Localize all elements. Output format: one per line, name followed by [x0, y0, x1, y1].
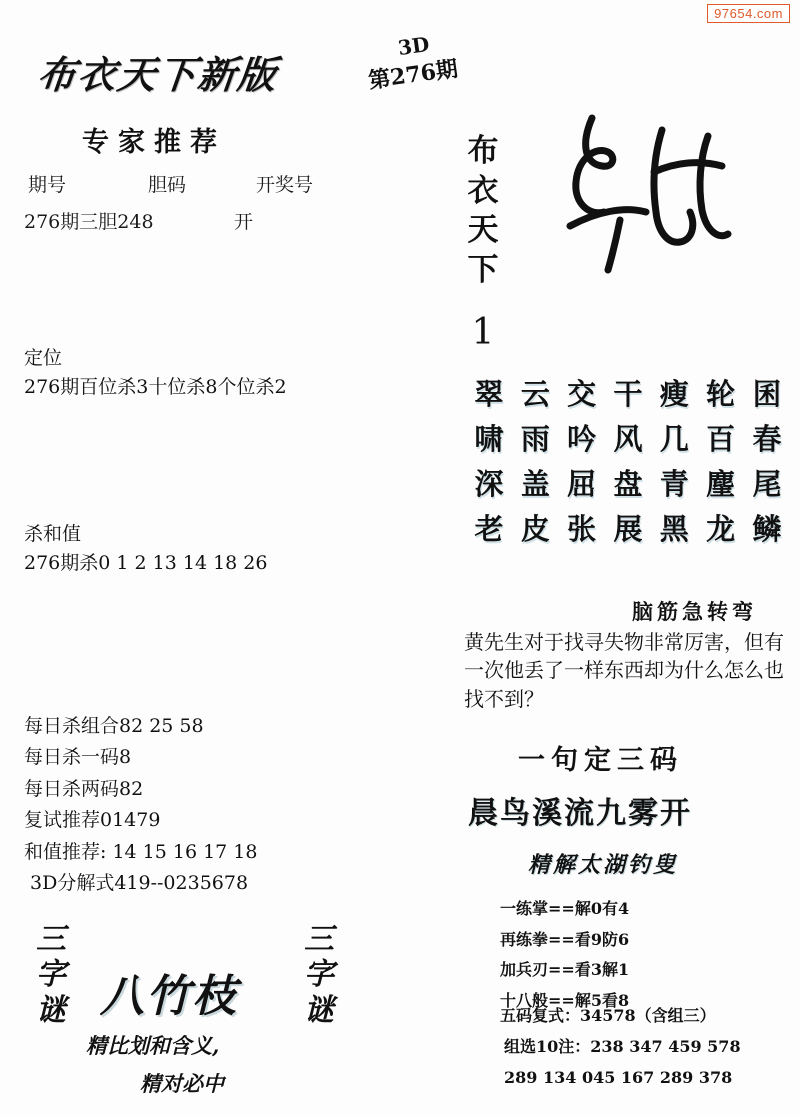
poem-char: 屈	[567, 467, 597, 501]
bottom-recommendation-lines	[500, 1000, 800, 1094]
poem-char: 云	[520, 377, 550, 411]
brand-title: 布衣天下新版	[35, 52, 281, 97]
poem-char: 交	[567, 377, 597, 411]
poem-row	[468, 372, 788, 413]
poem-char: 盖	[520, 467, 550, 501]
poem-char: 黑	[659, 512, 689, 546]
table-header-draw-number: 开奖号	[256, 174, 314, 196]
group-selection-10: 组选10注：238 347 459 578	[504, 1037, 741, 1057]
position-kill-block	[24, 344, 287, 403]
group-selection-continued: 289 134 045 167 289 378	[504, 1068, 733, 1088]
poem-char: 青	[659, 467, 689, 501]
poem-row	[468, 507, 788, 548]
riddle-three-character: 八竹枝	[100, 971, 238, 1022]
riddle-label-right: 三字谜	[304, 922, 334, 1028]
position-kill-heading: 定位	[24, 347, 63, 369]
taihu-analysis-lines	[500, 894, 800, 1017]
poem-char: 鳞	[752, 512, 782, 546]
taihu-line: 一练掌==解0有4	[500, 899, 630, 918]
poem-row	[468, 417, 788, 458]
expert-recommendation-title: 专家推荐	[82, 127, 226, 158]
poem-char: 啸	[474, 422, 504, 456]
poem-char: 春	[752, 422, 782, 456]
repeat-recommendation: 复试推荐01479	[24, 809, 161, 832]
brain-teaser-title: 脑筋急转弯	[632, 599, 757, 624]
poem-char: 吟	[567, 422, 597, 456]
poem-char: 轮	[706, 377, 736, 411]
lottery-type-label: 3D	[396, 31, 431, 61]
table-header-issue: 期号	[28, 174, 67, 196]
poem-char: 盘	[613, 467, 643, 501]
table-header-key-code: 胆码	[148, 174, 187, 196]
poem-char: 囷	[752, 377, 782, 411]
table-cell-issue-codes: 276期三胆248	[24, 211, 154, 233]
riddle-label-left: 三字谜	[36, 922, 66, 1028]
five-code-compound: 五码复式：34578（含组三）	[500, 1006, 716, 1025]
poem-char: 展	[613, 512, 643, 546]
vertical-issue-number: 1	[471, 312, 495, 353]
poem-char: 皮	[520, 512, 550, 546]
poem-char: 麈	[706, 467, 736, 501]
riddle-subtitle-2: 精对必中	[140, 1071, 224, 1096]
issue-label: 第276期	[366, 55, 460, 95]
poem-char: 百	[706, 422, 736, 456]
taihu-line: 加兵刃==看3解1	[500, 960, 630, 980]
poem-char: 老	[474, 512, 504, 546]
poem-grid	[468, 372, 788, 552]
sum-kill-block	[24, 520, 267, 579]
poem-char: 龙	[706, 512, 736, 546]
poem-char: 雨	[520, 422, 550, 456]
daily-kill-combo: 每日杀组合82 25 58	[24, 715, 204, 737]
sum-kill-heading: 杀和值	[24, 523, 82, 545]
riddle-subtitle-1: 精比划和含义,	[86, 1033, 220, 1058]
poem-char: 瘦	[659, 377, 689, 411]
poem-char: 翠	[474, 377, 504, 411]
vertical-brand-title: 布衣天下	[467, 133, 499, 289]
poem-row	[468, 462, 788, 503]
taihu-line: 再练拳==看9防6	[500, 929, 630, 949]
left-column	[0, 22, 460, 1117]
brain-teaser-body: 黄先生对于找寻失物非常厉害，但有一次他丢了一样东西却为什么怎么也找不到？	[464, 630, 784, 711]
three-code-phrase: 晨鸟溪流九雾开	[468, 796, 692, 831]
daily-kill-one-code: 每日杀一码8	[24, 746, 132, 769]
decomposition-formula: 3D分解式419--0235678	[30, 872, 249, 895]
daily-kill-two-codes: 每日杀两码82	[24, 777, 144, 800]
taihu-analysis-title: 精解太湖钓叟	[528, 852, 679, 878]
three-code-title: 一句定三码	[518, 745, 683, 776]
poem-char: 风	[613, 422, 643, 456]
daily-kill-block	[24, 710, 257, 899]
right-column	[400, 0, 800, 1117]
poem-char: 张	[567, 512, 597, 546]
table-cell-draw-number: 开	[234, 211, 254, 233]
position-kill-line: 276期百位杀3十位杀8个位杀2	[24, 376, 287, 399]
site-watermark: 97654.com	[707, 4, 790, 23]
sum-recommendation: 和值推荐: 14 15 16 17 18	[24, 840, 258, 863]
sum-kill-line: 276期杀0 1 2 13 14 18 26	[24, 552, 268, 575]
calligraphy-glyph-art	[550, 100, 740, 290]
poem-char: 尾	[752, 467, 782, 501]
poem-char: 深	[474, 467, 504, 501]
taihu-line: 十八般==解5看8	[500, 991, 630, 1011]
poem-char: 干	[613, 377, 643, 411]
poem-char: 几	[659, 422, 689, 456]
